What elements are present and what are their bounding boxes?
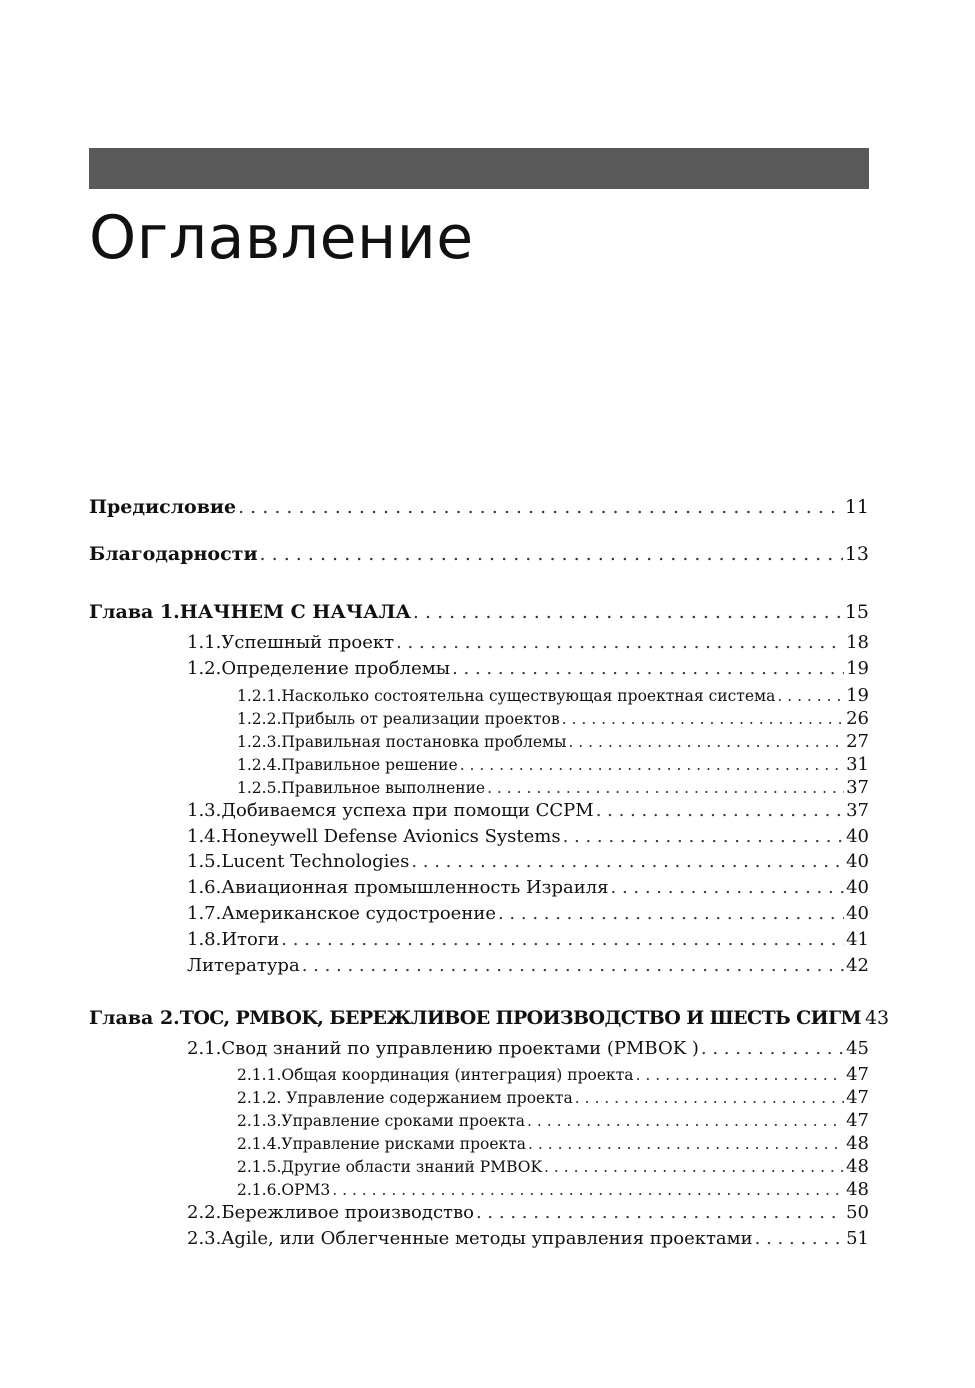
toc-entry-2-1[interactable] [187,1038,869,1059]
chapter-label: Глава 1. [89,601,180,623]
toc-title: Управление содержанием проекта [281,1089,573,1107]
toc-entry-1-2-2[interactable] [237,708,869,729]
toc-entry-chapter-1[interactable] [89,601,869,623]
section-number: 1.5. [187,851,222,872]
leader-dots [413,601,843,623]
section-number: 1.8. [187,929,222,950]
section-number: 2.2. [187,1202,222,1223]
section-number: 1.7. [187,903,222,924]
toc-title: НАЧНЕМ С НАЧАЛА [179,601,411,623]
toc-title: Свод знаний по управлению проектами (PMBOK ) [221,1038,699,1059]
toc-page: 48 [846,1133,869,1154]
toc-entry-2-2[interactable] [187,1202,869,1223]
toc-page: 37 [846,777,869,798]
section-number: 2.1.3. [237,1112,282,1130]
leader-dots [528,1135,844,1153]
toc-entry-2-1-4[interactable] [237,1133,869,1154]
toc-entry-2-1-2[interactable] [237,1087,869,1108]
section-number: 2.3. [187,1228,222,1249]
toc-entry-2-1-3[interactable] [237,1110,869,1131]
toc-title: OPM3 [281,1181,331,1199]
section-number: 2.1. [187,1038,222,1059]
toc-title: Honeywell Defense Avionics Systems [221,826,561,847]
toc-entry-1-2-5[interactable] [237,777,869,798]
toc-title: Благодарности [89,543,258,565]
page-title: Оглавление [89,203,474,273]
toc-page: 47 [846,1087,869,1108]
chapter-label: Глава 2. [89,1007,180,1029]
toc-title: Правильное выполнение [281,779,486,797]
toc-page: 50 [846,1202,869,1223]
toc-page: 40 [846,851,869,872]
section-number: 1.1. [187,632,222,653]
leader-dots [302,955,844,976]
toc-title: Определение проблемы [221,658,451,679]
section-number: 2.1.2. [237,1089,282,1107]
toc-title: Добиваемся успеха при помощи CCPM [221,800,594,821]
toc-page: 37 [846,800,869,821]
section-number: 2.1.5. [237,1158,282,1176]
leader-dots [396,632,844,653]
section-number: 1.2.3. [237,733,282,751]
toc-entry-1-6[interactable] [187,877,869,898]
section-number: 1.3. [187,800,222,821]
toc-page: 42 [846,955,869,976]
leader-dots [332,1181,844,1199]
toc-entry-1-7[interactable] [187,903,869,924]
toc-page: 43 [864,1007,890,1029]
leader-dots [544,1158,844,1176]
leader-dots [755,1228,844,1249]
toc-entry-chapter-2[interactable] [89,1007,890,1029]
toc-page: 31 [846,754,869,775]
toc-page: 51 [846,1228,869,1249]
section-number: 2.1.4. [237,1135,282,1153]
toc-entry-2-3[interactable] [187,1228,869,1249]
toc-page: 48 [846,1179,869,1200]
section-number: 1.2.1. [237,687,282,705]
section-number: 1.2. [187,658,222,679]
leader-dots [611,877,845,898]
toc-page: 48 [846,1156,869,1177]
leader-dots [476,1202,844,1223]
leader-dots [636,1066,845,1084]
toc-entry-1-5[interactable] [187,851,869,872]
toc-entry-2-1-1[interactable] [237,1064,869,1085]
leader-dots [563,826,845,847]
section-number: 1.2.2. [237,710,282,728]
leader-dots [452,658,844,679]
toc-entry-2-1-5[interactable] [237,1156,869,1177]
section-number: 1.2.5. [237,779,282,797]
leader-dots [281,929,844,950]
leader-dots [527,1112,844,1130]
toc-title: Литература [187,955,300,976]
toc-title: Насколько состоятельна существующая проектная система [281,687,776,705]
section-number: 1.6. [187,877,222,898]
toc-title: Общая координация (интеграция) проекта [281,1066,634,1084]
leader-dots [411,851,844,872]
toc-entry-1-2-4[interactable] [237,754,869,775]
toc-title: Американское судостроение [221,903,496,924]
leader-dots [596,800,844,821]
toc-page: 47 [846,1064,869,1085]
toc-page: 18 [846,632,869,653]
toc-title: Авиационная промышленность Израиля [221,877,609,898]
leader-dots [777,687,844,705]
leader-dots [575,1089,844,1107]
toc-entry-1-2-1[interactable] [237,685,869,706]
section-number: 1.2.4. [237,756,282,774]
toc-page: 15 [844,601,869,623]
toc-title: Управление рисками проекта [281,1135,527,1153]
toc-page: 45 [846,1038,869,1059]
toc-entry-literature-1[interactable] [187,955,869,976]
toc-entry-1-4[interactable] [187,826,869,847]
toc-title: Agile, или Облегченные методы управления проектами [221,1228,753,1249]
toc-entry-thanks[interactable] [89,543,869,565]
section-number: 2.1.6. [237,1181,282,1199]
leader-dots [487,779,844,797]
section-number: 2.1.1. [237,1066,282,1084]
toc-title: Итоги [221,929,280,950]
toc-page: 19 [846,658,869,679]
leader-dots [701,1038,844,1059]
toc-page: 19 [846,685,869,706]
toc-page: 11 [844,496,869,518]
leader-dots [562,710,844,728]
toc-title: Успешный проект [221,632,395,653]
toc-entry-1-8[interactable] [187,929,869,950]
toc-entry-1-3[interactable] [187,800,869,821]
toc-entry-1-2-3[interactable] [237,731,869,752]
toc-title: Предисловие [89,496,237,518]
toc-page: 40 [846,877,869,898]
leader-dots [568,733,844,751]
section-number: 1.4. [187,826,222,847]
toc-page: 13 [844,543,869,565]
toc-title: Другие области знаний PMBOK [281,1158,543,1176]
toc-page: 41 [846,929,869,950]
toc-page: 27 [846,731,869,752]
toc-page: 47 [846,1110,869,1131]
toc-title: Бережливое производство [221,1202,474,1223]
leader-dots [238,496,843,518]
toc-entry-preface[interactable] [89,496,869,518]
toc-title: TOC, PMBOK, БЕРЕЖЛИВОЕ ПРОИЗВОДСТВО И ШЕСТЬ СИГМ [179,1007,861,1029]
leader-dots [260,543,843,565]
toc-page: 40 [846,903,869,924]
toc-entry-2-1-6[interactable] [237,1179,869,1200]
toc-page: 26 [846,708,869,729]
toc-page: 40 [846,826,869,847]
toc-title: Правильная постановка проблемы [281,733,567,751]
toc-title: Lucent Technologies [221,851,410,872]
toc-title: Прибыль от реализации проектов [281,710,560,728]
toc-title: Управление сроками проекта [281,1112,526,1130]
toc-entry-1-1[interactable] [187,632,869,653]
leader-dots [460,756,844,774]
toc-entry-1-2[interactable] [187,658,869,679]
toc-title: Правильное решение [281,756,458,774]
leader-dots [498,903,844,924]
